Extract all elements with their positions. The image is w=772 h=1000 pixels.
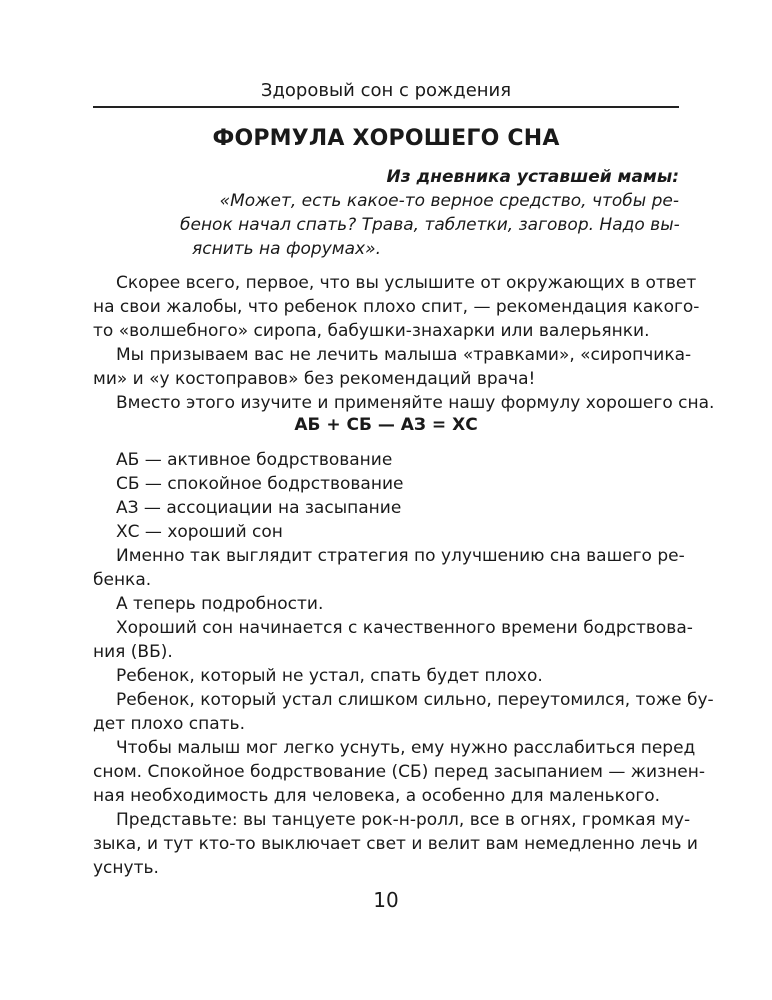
text-line: Мы призываем вас не лечить малыша «травками», «сиропчика- xyxy=(116,345,692,365)
definition-item: ХС — хороший сон xyxy=(116,522,283,542)
text-line: Вместо этого изучите и применяйте нашу формулу хорошего сна. xyxy=(116,393,715,413)
text-line: А теперь подробности. xyxy=(116,594,324,614)
running-header: Здоровый сон с рождения xyxy=(260,80,512,101)
diary-line: «Может, есть какое-то верное средство, чтобы ре- xyxy=(219,191,679,211)
header-rule xyxy=(93,106,679,108)
diary-epigraph xyxy=(180,165,679,261)
text-line: Ребенок, который устал слишком сильно, переутомился, тоже бу- xyxy=(116,690,714,710)
definition-item: СБ — спокойное бодрствование xyxy=(116,474,404,494)
page-number: 10 xyxy=(373,888,399,912)
text-line: зыка, и тут кто-то выключает свет и велит вам немедленно лечь и xyxy=(93,834,698,854)
text-line: бенка. xyxy=(93,570,152,590)
text-line: то «волшебного» сиропа, бабушки-знахарки или валерьянки. xyxy=(93,321,650,341)
text-line: Именно так выглядит стратегия по улучшению сна вашего ре- xyxy=(116,546,685,566)
diary-heading: Из дневника уставшей мамы: xyxy=(386,167,679,187)
definition-item: АБ — активное бодрствование xyxy=(116,450,393,470)
text-line: Представьте: вы танцуете рок-н-ролл, все в огнях, громкая му- xyxy=(116,810,691,830)
text-line: дет плохо спать. xyxy=(93,714,245,734)
formula-definitions xyxy=(116,448,403,544)
diary-line: яснить на форумах». xyxy=(192,239,381,259)
text-line: уснуть. xyxy=(93,858,159,878)
text-line: Хороший сон начинается с качественного времени бодрствова- xyxy=(116,618,693,638)
diary-line: бенок начал спать? Трава, таблетки, заговор. Надо вы- xyxy=(180,215,680,235)
chapter-title: ФОРМУЛА ХОРОШЕГО СНА xyxy=(212,126,560,151)
sleep-formula: АБ + СБ — АЗ = ХС xyxy=(294,415,478,435)
definition-item: АЗ — ассоциации на засыпание xyxy=(116,498,402,518)
text-line: на свои жалобы, что ребенок плохо спит, — рекомендация какого- xyxy=(93,297,700,317)
text-line: Чтобы малыш мог легко уснуть, ему нужно расслабиться перед xyxy=(116,738,696,758)
text-line: Ребенок, который не устал, спать будет плохо. xyxy=(116,666,543,686)
text-line: ная необходимость для человека, а особенно для маленького. xyxy=(93,786,661,806)
paragraph-intro xyxy=(93,271,715,415)
text-line: Скорее всего, первое, что вы услышите от окружающих в ответ xyxy=(116,273,697,293)
text-line: сном. Спокойное бодрствование (СБ) перед засыпанием — жизнен- xyxy=(93,762,705,782)
paragraph-body xyxy=(93,544,714,880)
text-line: ми» и «у костоправов» без рекомендаций врача! xyxy=(93,369,536,389)
text-line: ния (ВБ). xyxy=(93,642,173,662)
